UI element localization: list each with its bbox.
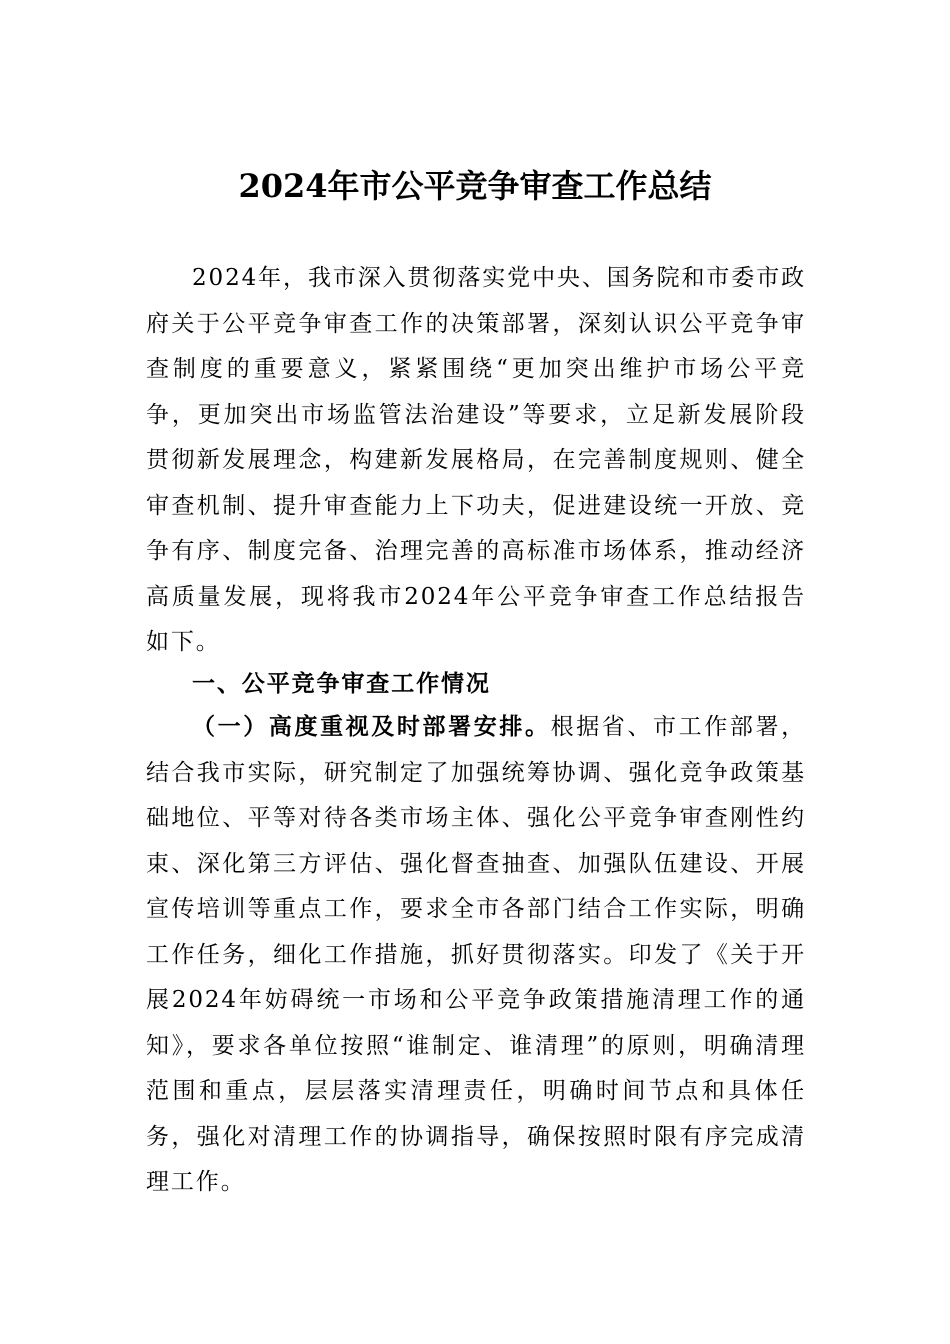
subsection-paragraph-1 bbox=[146, 704, 806, 1206]
intro-paragraph: 2024年，我市深入贯彻落实党中央、国务院和市委市政府关于公平竞争审查工作的决策部署，深刻认识公平竞争审查制度的重要意义，紧紧围绕“更加突出维护市场公平竞争，更加突出市场监管法治建设”等要求，立足新发展阶段贯彻新发展理念，构建新发展格局，在完善制度规则、健全审查机制、提升审查能力上下功夫，促进建设统一开放、竞争有序、制度完备、治理完善的高标准市场体系，推动经济高质量发展，现将我市2024年公平竞争审查工作总结报告如下。 bbox=[146, 265, 806, 655]
subsection-heading-1: （一）高度重视及时部署安排。 bbox=[192, 713, 551, 740]
document-title: 2024年市公平竞争审查工作总结 bbox=[238, 167, 712, 205]
subsection-text-1: 根据省、市工作部署，结合我市实际，研究制定了加强统筹协调、强化竞争政策基础地位、平等对待各类市场主体、强化公平竞争审查刚性约束、深化第三方评估、强化督查抽查、加强队伍建设、开展宣传培训等重点工作，要求全市各部门结合工作实际，明确工作任务，细化工作措施，抓好贯彻落实。印发了《关于开展2024年妨碍统一市场和公平竞争政策措施清理工作的通知》，要求各单位按照“谁制定、谁清理”的原则，明确清理范围和重点，层层落实清理责任，明确时间节点和具体任务，强化对清理工作的协调指导，确保按照时限有序完成清理工作。 bbox=[146, 714, 806, 1195]
section-heading-1: 一、公平竞争审查工作情况 bbox=[192, 671, 491, 697]
